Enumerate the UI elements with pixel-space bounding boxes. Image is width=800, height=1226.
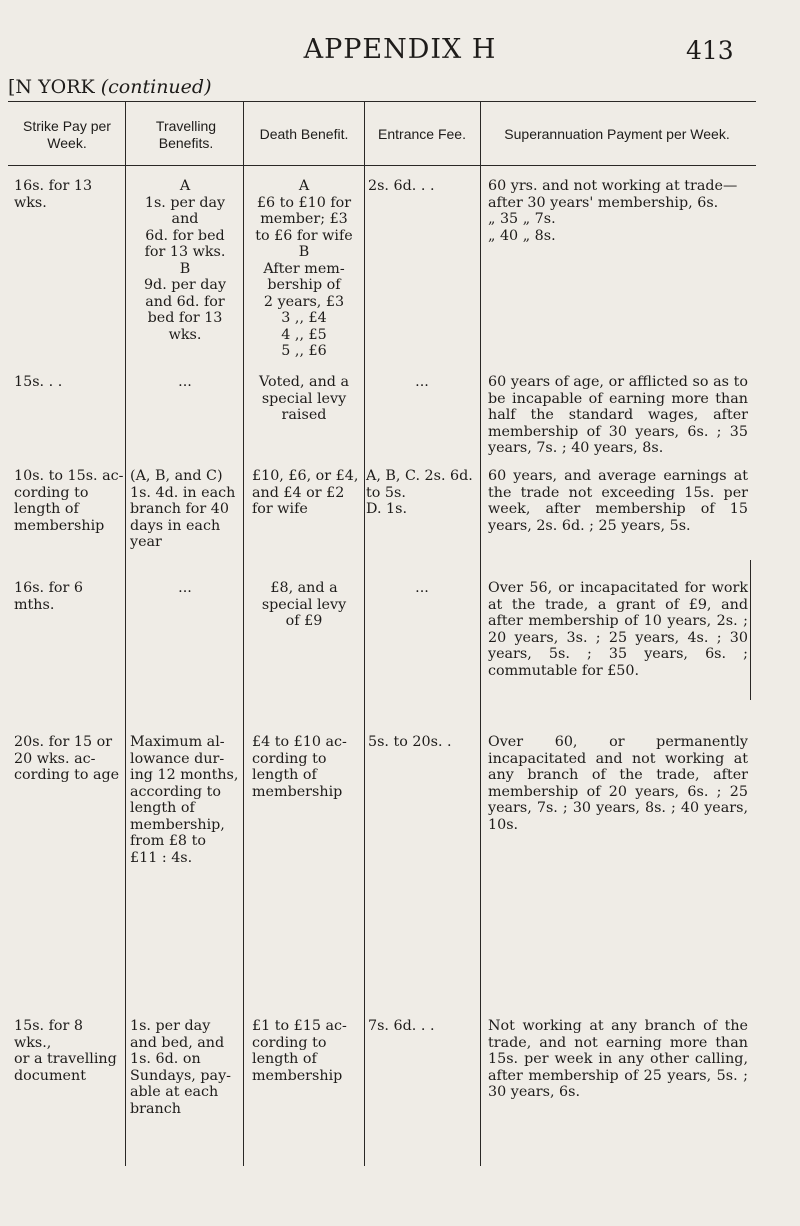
section-subtitle [8,76,211,98]
column-divider [243,102,244,1166]
column-header-death: Death Benefit. [259,126,349,142]
travelling-cell: (A, B, and C) 1s. 4d. in each branch for 40 days in each year [130,468,236,550]
death-cell: £8, and a special levy of £9 [261,580,347,629]
superannuation-cell: Over 60, or permanently incapacitated and not working at any branch of the trade, after membership of 20 years, 6s. ; 25 years, 7s. ; 30 years, 8s. ; 40 years, 10s. [488,734,748,833]
superannuation-cell: 60 years of age, or afflicted so as to be incapable of earning more than half the standard wages, after membership of 30 years, 6s. ; 35 years, 7s. ; 40 years, 8s. [488,374,748,456]
column-divider [750,560,751,700]
entrance-cell: 7s. 6d. . . [368,1018,435,1034]
strike-pay-cell: 16s. for 6 mths. [14,580,83,613]
strike-pay-cell: 15s. . . [14,374,63,390]
entrance-cell: A, B, C. 2s. 6d. to 5s. D. 1s. [366,468,473,517]
column-header-strike-pay: Strike Pay per Week. [23,118,111,151]
column-header-superannuation: Superannuation Payment per Week. [504,126,730,142]
column-header-entrance: Entrance Fee. [378,126,466,142]
strike-pay-cell: 16s. for 13 wks. [14,178,93,211]
subtitle-prefix: [N YORK [8,76,95,98]
travelling-cell: Maximum al- lowance dur- ing 12 months, according to length of membership, from £8 to £11 : 4s. [130,734,239,866]
column-divider [125,102,126,1166]
superannuation-cell: Over 56, or incapacitated for work at the trade, a grant of £9, and after membership of 10 years, 2s. ; 20 years, 3s. ; 25 years, 4s. ; 30 years, 5s. ; 35 years, 6s. ; commutable for £50. [488,580,748,679]
superannuation-cell: 60 years, and average earnings at the trade not exceeding 15s. per week, after membership of 15 years, 2s. 6d. ; 25 years, 5s. [488,468,748,534]
travelling-cell: ... [178,374,192,390]
death-cell: £10, £6, or £4, and £4 or £2 for wife [252,468,359,517]
entrance-cell: ... [415,374,429,390]
death-cell: Voted, and a special levy raised [258,374,350,423]
column-divider [480,102,481,1166]
travelling-cell: ... [178,580,192,596]
column-header-travelling: Travelling Benefits. [155,118,217,151]
strike-pay-cell: 15s. for 8 wks., or a travelling document [14,1018,117,1084]
strike-pay-cell: 10s. to 15s. ac- cording to length of membership [14,468,124,534]
travelling-cell: 1s. per day and bed, and 1s. 6d. on Sundays, pay- able at each branch [130,1018,231,1117]
entrance-cell: 2s. 6d. . . [368,178,435,194]
death-cell: A £6 to £10 for member; £3 to £6 for wife B After mem- bership of 2 years, £3 3 ,, £4 4 ,, £5 5 ,, £6 [255,178,353,359]
death-cell: £4 to £10 ac- cording to length of membership [252,734,347,800]
travelling-cell: A 1s. per day and 6d. for bed for 13 wks. B 9d. per day and 6d. for bed for 13 wks. [143,178,227,343]
header-bottom-rule [8,165,756,166]
entrance-cell: ... [415,580,429,596]
superannuation-cell: 60 yrs. and not working at trade— after 30 years' membership, 6s. „ 35 „ 7s. „ 40 „ 8s. [488,178,738,244]
strike-pay-cell: 20s. for 15 or 20 wks. ac- cording to age [14,734,120,783]
death-cell: £1 to £15 ac- cording to length of membership [252,1018,347,1084]
table-top-rule [8,101,756,102]
page-number: 413 [686,36,734,65]
column-divider [364,102,365,1166]
entrance-cell: 5s. to 20s. . [368,734,452,750]
appendix-title: APPENDIX H [303,34,497,65]
superannuation-cell: Not working at any branch of the trade, and not earning more than 15s. per week in any other calling, after membership of 25 years, 5s. ; 30 years, 6s. [488,1018,748,1100]
subtitle-note: (continued) [100,76,212,98]
